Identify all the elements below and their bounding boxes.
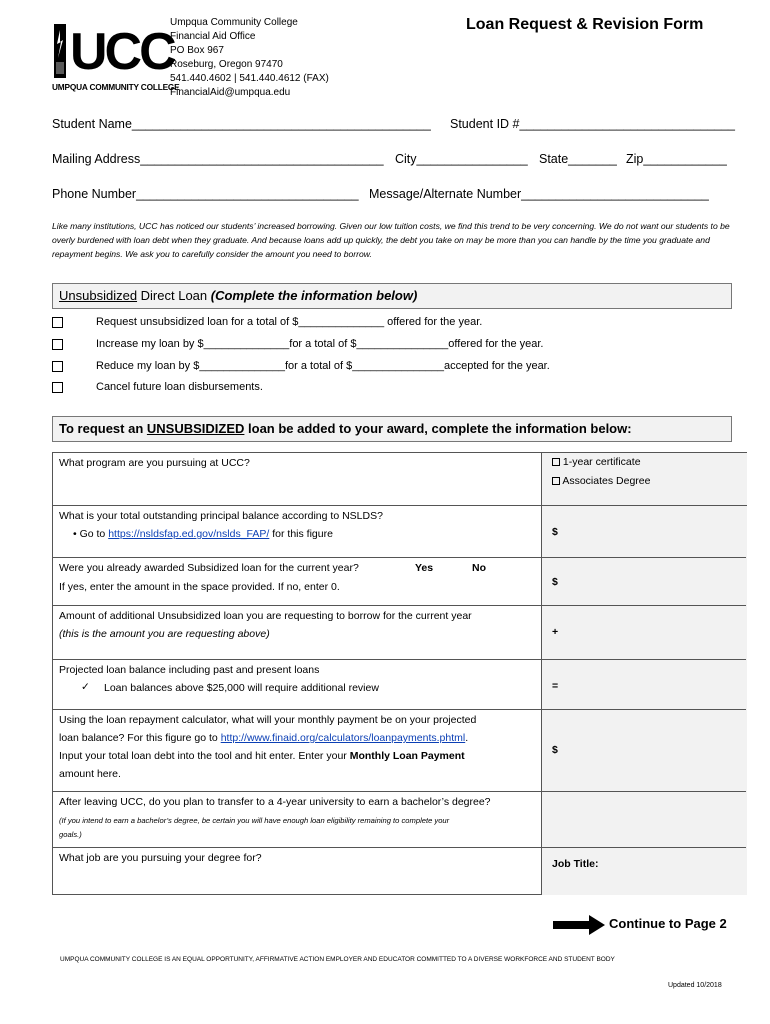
- question-cell: [53, 792, 541, 848]
- address-line: 541.440.4602 | 541.440.4612 (FAX): [170, 73, 329, 84]
- table-row: [53, 847, 746, 895]
- logo-letters: UCC: [70, 23, 174, 81]
- answer-cell[interactable]: [541, 848, 747, 895]
- nslds-question: What is your total outstanding principal balance according to NSLDS?: [59, 510, 383, 522]
- question-cell: [53, 710, 541, 792]
- updated-date: Updated 10/2018: [668, 982, 722, 989]
- question-cell: [53, 606, 541, 660]
- table-row: [53, 659, 746, 710]
- subsidized-instruction: If yes, enter the amount in the space provided. If no, enter 0.: [59, 581, 340, 593]
- ucc-logo: [50, 18, 180, 98]
- address-line: Roseburg, Oregon 97470: [170, 59, 283, 70]
- answer-cell[interactable]: [541, 792, 747, 848]
- answer-cell[interactable]: [541, 453, 747, 505]
- table-row: [53, 505, 746, 558]
- phone-field[interactable]: Phone Number________________________________: [52, 187, 359, 201]
- request-section-title: [59, 421, 632, 436]
- option-increase-row[interactable]: [52, 338, 544, 350]
- balance-review-note: Loan balances above $25,000 will require additional review: [104, 682, 379, 694]
- plus-sign: +: [552, 626, 559, 638]
- nslds-after: for this figure: [269, 528, 333, 540]
- additional-loan-note: (this is the amount you are requesting above): [59, 628, 270, 640]
- college-address: [170, 16, 329, 100]
- nslds-link[interactable]: https://nsldsfap.ed.gov/nslds_FAP/: [108, 528, 270, 540]
- checkmark-icon: ✓: [81, 681, 90, 693]
- state-field[interactable]: State_______: [539, 152, 617, 166]
- projected-balance-question: Projected loan balance including past and present loans: [59, 664, 320, 676]
- alternate-number-field[interactable]: Message/Alternate Number___________________________: [369, 187, 709, 201]
- dollar-sign: $: [552, 744, 558, 756]
- section2-underlined: UNSUBSIDIZED: [146, 421, 245, 436]
- calculator-text: loan balance? For this figure go to: [59, 732, 221, 744]
- answer-cell[interactable]: [541, 558, 747, 606]
- additional-loan-question: Amount of additional Unsubsidized loan you are requesting to borrow for the current year: [59, 610, 472, 622]
- dollar-sign: $: [552, 576, 558, 588]
- answer-cell[interactable]: [541, 506, 747, 558]
- question-cell: [53, 660, 541, 710]
- table-row: [53, 791, 746, 848]
- checkbox[interactable]: [52, 382, 63, 393]
- question-cell: [53, 506, 541, 558]
- intro-paragraph: Like many institutions, UCC has noticed our students’ increased borrowing. Given our low tuition costs, we find this trend to be very concerning. We do not want our students to be overly burdened with loan debt when they graduate. And because loans add up quickly, the debt you take on may be more than you can handle by the time you graduate and repayment begins. We ask you to carefully consider the amount you need to borrow.: [52, 221, 730, 259]
- request-section-header: [52, 416, 732, 442]
- question-cell: [53, 558, 541, 606]
- section-title-underlined: Unsubsidized: [59, 288, 138, 303]
- flame-emblem-icon: [52, 22, 68, 80]
- table-row: [53, 709, 746, 792]
- answer-cell[interactable]: [541, 710, 747, 792]
- transfer-note-2: goals.): [59, 830, 82, 839]
- student-name-field[interactable]: Student Name___________________________________________: [52, 117, 431, 131]
- table-row: [53, 453, 746, 505]
- section2-post: loan be added to your award, complete the information below:: [244, 421, 632, 436]
- zip-field[interactable]: Zip____________: [626, 152, 727, 166]
- address-line: Umpqua Community College: [170, 17, 298, 28]
- option-label: Cancel future loan disbursements.: [96, 381, 263, 393]
- dollar-sign: $: [552, 526, 558, 538]
- subsidized-question: Were you already awarded Subsidized loan for the current year?: [59, 562, 359, 574]
- option-label: Reduce my loan by $______________for a total of $_______________accepted for the year.: [96, 360, 550, 372]
- certificate-label: 1-year certificate: [562, 456, 641, 468]
- associates-label: Associates Degree: [562, 475, 651, 487]
- calculator-line-2: [59, 732, 468, 744]
- job-question: What job are you pursuing your degree for?: [59, 852, 262, 864]
- continue-to-page-2[interactable]: [553, 913, 733, 937]
- calculator-input-text: Input your total loan debt into the tool and hit enter. Enter your: [59, 750, 350, 762]
- continue-label: Continue to Page 2: [609, 916, 727, 931]
- loan-info-table: [52, 452, 747, 895]
- job-title-label: Job Title:: [552, 858, 599, 870]
- calculator-line-1: Using the loan repayment calculator, what will your monthly payment be on your projected: [59, 714, 477, 726]
- answer-cell[interactable]: [541, 606, 747, 660]
- checkbox[interactable]: [52, 317, 63, 328]
- monthly-payment-label: Monthly Loan Payment: [349, 750, 465, 762]
- address-email: FinancialAid@umpqua.edu: [170, 87, 291, 98]
- question-cell: [53, 848, 541, 895]
- program-question: What program are you pursuing at UCC?: [59, 457, 250, 469]
- section-title-text: Direct Loan: [137, 288, 211, 303]
- bullet-text: • Go to: [73, 528, 109, 540]
- option-request-row[interactable]: [52, 316, 483, 328]
- transfer-note-1: (If you intend to earn a bachelor’s degree, be certain you will have enough loan eligibility remaining to complete your: [59, 816, 450, 825]
- option-reduce-row[interactable]: [52, 360, 550, 372]
- mailing-address-field[interactable]: Mailing Address___________________________________: [52, 152, 384, 166]
- yes-option[interactable]: Yes: [415, 562, 434, 574]
- calculator-line-3: [59, 750, 465, 762]
- table-row: [53, 557, 746, 606]
- student-id-field[interactable]: Student ID #_______________________________: [450, 117, 735, 131]
- answer-cell[interactable]: [541, 660, 747, 710]
- option-label: Request unsubsidized loan for a total of $______________ offered for the year.: [96, 316, 483, 328]
- address-line: Financial Aid Office: [170, 31, 256, 42]
- section2-pre: To request an: [59, 421, 147, 436]
- transfer-question: After leaving UCC, do you plan to transfer to a 4-year university to earn a bachelor’s degree?: [59, 796, 491, 808]
- no-option[interactable]: No: [472, 562, 486, 574]
- unsubsidized-section-header: [52, 283, 732, 309]
- associates-option[interactable]: [552, 475, 650, 487]
- table-row: [53, 605, 746, 660]
- nslds-instruction: [73, 528, 333, 540]
- option-label: Increase my loan by $______________for a total of $_______________offered for the year.: [96, 338, 544, 350]
- logo-college-name: UMPQUA COMMUNITY COLLEGE: [52, 82, 180, 92]
- checkbox[interactable]: [52, 339, 63, 350]
- right-arrow-icon: [553, 915, 605, 935]
- equals-sign: =: [552, 680, 559, 692]
- checkbox[interactable]: [552, 477, 560, 485]
- equal-opportunity-statement: UMPQUA COMMUNITY COLLEGE IS AN EQUAL OPPORTUNITY, AFFIRMATIVE ACTION EMPLOYER AND EDUCATOR COMMITTED TO A DIVERSE WORKFORCE AND STUDENT BODY: [60, 956, 615, 963]
- section-title-italic: (Complete the information below): [210, 288, 418, 303]
- checkbox[interactable]: [552, 458, 560, 466]
- address-line: PO Box 967: [170, 45, 224, 56]
- calculator-link[interactable]: http://www.finaid.org/calculators/loanpayments.phtml: [220, 732, 466, 744]
- checkbox[interactable]: [52, 361, 63, 372]
- section-title: [59, 288, 417, 303]
- calculator-period: .: [465, 732, 469, 744]
- calculator-line-4: amount here.: [59, 768, 121, 780]
- form-title: Loan Request & Revision Form: [466, 16, 704, 33]
- certificate-option[interactable]: [552, 456, 641, 468]
- city-field[interactable]: City________________: [395, 152, 528, 166]
- question-cell: [53, 453, 541, 505]
- option-cancel-row[interactable]: [52, 381, 263, 393]
